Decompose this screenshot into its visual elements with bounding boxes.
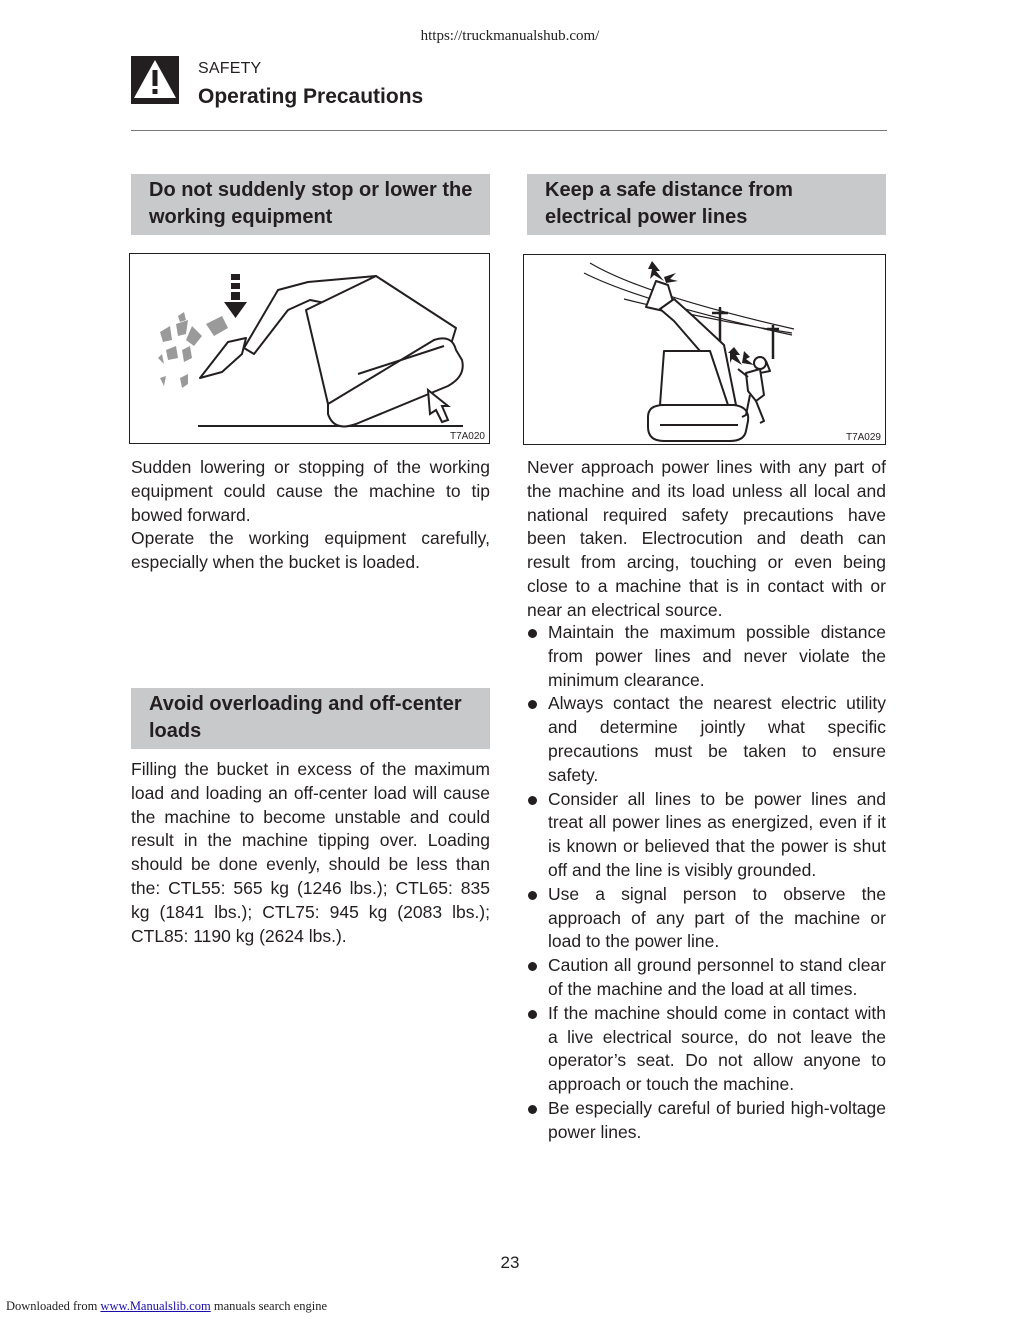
section-label: SAFETY — [198, 60, 262, 77]
power-lines-bullets — [527, 621, 886, 1145]
footer-prefix: Downloaded from — [6, 1299, 98, 1313]
list-item — [527, 1097, 886, 1145]
page-number: 23 — [500, 1253, 520, 1272]
bullet-icon — [528, 1105, 537, 1114]
bullet-text: Always contact the nearest electric utility and determine jointly what specific precautions must be taken to ensure safety. — [548, 693, 886, 785]
tipping-forward-illustration — [130, 254, 489, 443]
paragraph: Filling the bucket in excess of the maximum load and loading an off-center load will cause the machine to become unstable and could result in the machine tipping over. Loading should be done evenly, should be less than the: CTL55: 565 kg (1246 lbs.); CTL65: 835 kg (1841 lbs.); CTL75: 945 kg (2083 lbs.); CTL85: 1190 kg (2624 lbs.). — [131, 759, 490, 946]
source-url[interactable]: https://truckmanualshub.com/ — [420, 28, 600, 44]
list-item — [527, 788, 886, 883]
heading-overloading: Avoid overloading and off-center loads — [131, 688, 490, 749]
header-divider — [131, 130, 887, 131]
heading-power-lines: Keep a safe distance from electrical power lines — [527, 174, 886, 235]
figure-stop-lower — [129, 253, 490, 444]
footer-suffix: manuals search engine — [213, 1299, 327, 1313]
bullet-text: Be especially careful of buried high-voltage power lines. — [548, 1097, 886, 1142]
bullet-icon — [528, 700, 537, 709]
manualslib-link[interactable]: www.Manualslib.com — [100, 1299, 211, 1313]
list-item — [527, 692, 886, 787]
bullet-text: Consider all lines to be power lines and treat all power lines as energized, even if it is known or believed that the power is shut off and the line is visibly grounded. — [548, 788, 886, 880]
paragraph: Never approach power lines with any part of the machine and its load unless all local and national required safety precautions have been taken. Electrocution and death can result from arcing, touching or even being close to a machine that is in contact with or near an electrical source. — [527, 457, 886, 620]
stop-lower-text — [131, 456, 490, 575]
list-item — [527, 883, 886, 954]
warning-triangle-icon — [131, 56, 179, 104]
bullet-text: Use a signal person to observe the approach of any part of the machine or load to the power line. — [548, 883, 886, 952]
bullet-icon — [528, 962, 537, 971]
list-item — [527, 954, 886, 1002]
figure-code: T7A029 — [845, 432, 881, 443]
heading-stop-lower: Do not suddenly stop or lower the working equipment — [131, 174, 490, 235]
power-line-illustration — [524, 255, 885, 444]
figure-power-lines — [523, 254, 886, 445]
bullet-text: Maintain the maximum possible distance from power lines and never violate the minimum clearance. — [548, 622, 886, 690]
page-title: Operating Precautions — [198, 85, 424, 108]
bullet-icon — [528, 796, 537, 805]
figure-code: T7A020 — [449, 431, 485, 442]
list-item — [527, 1002, 886, 1097]
overloading-text — [131, 758, 490, 948]
bullet-text: Caution all ground personnel to stand clear of the machine and the load at all times. — [548, 955, 886, 999]
bullet-icon — [528, 891, 537, 900]
paragraph: Sudden lowering or stopping of the working equipment could cause the machine to tip bowed forward. — [131, 457, 490, 525]
bullet-icon — [528, 1010, 537, 1019]
paragraph: Operate the working equipment carefully, especially when the bucket is loaded. — [131, 528, 490, 573]
footer — [6, 1299, 327, 1314]
bullet-text: If the machine should come in contact with a live electrical source, do not leave the operator’s seat. Do not allow anyone to approach or touch the machine. — [548, 1002, 886, 1095]
list-item — [527, 621, 886, 692]
power-lines-intro — [527, 456, 886, 623]
bullet-icon — [528, 629, 537, 638]
